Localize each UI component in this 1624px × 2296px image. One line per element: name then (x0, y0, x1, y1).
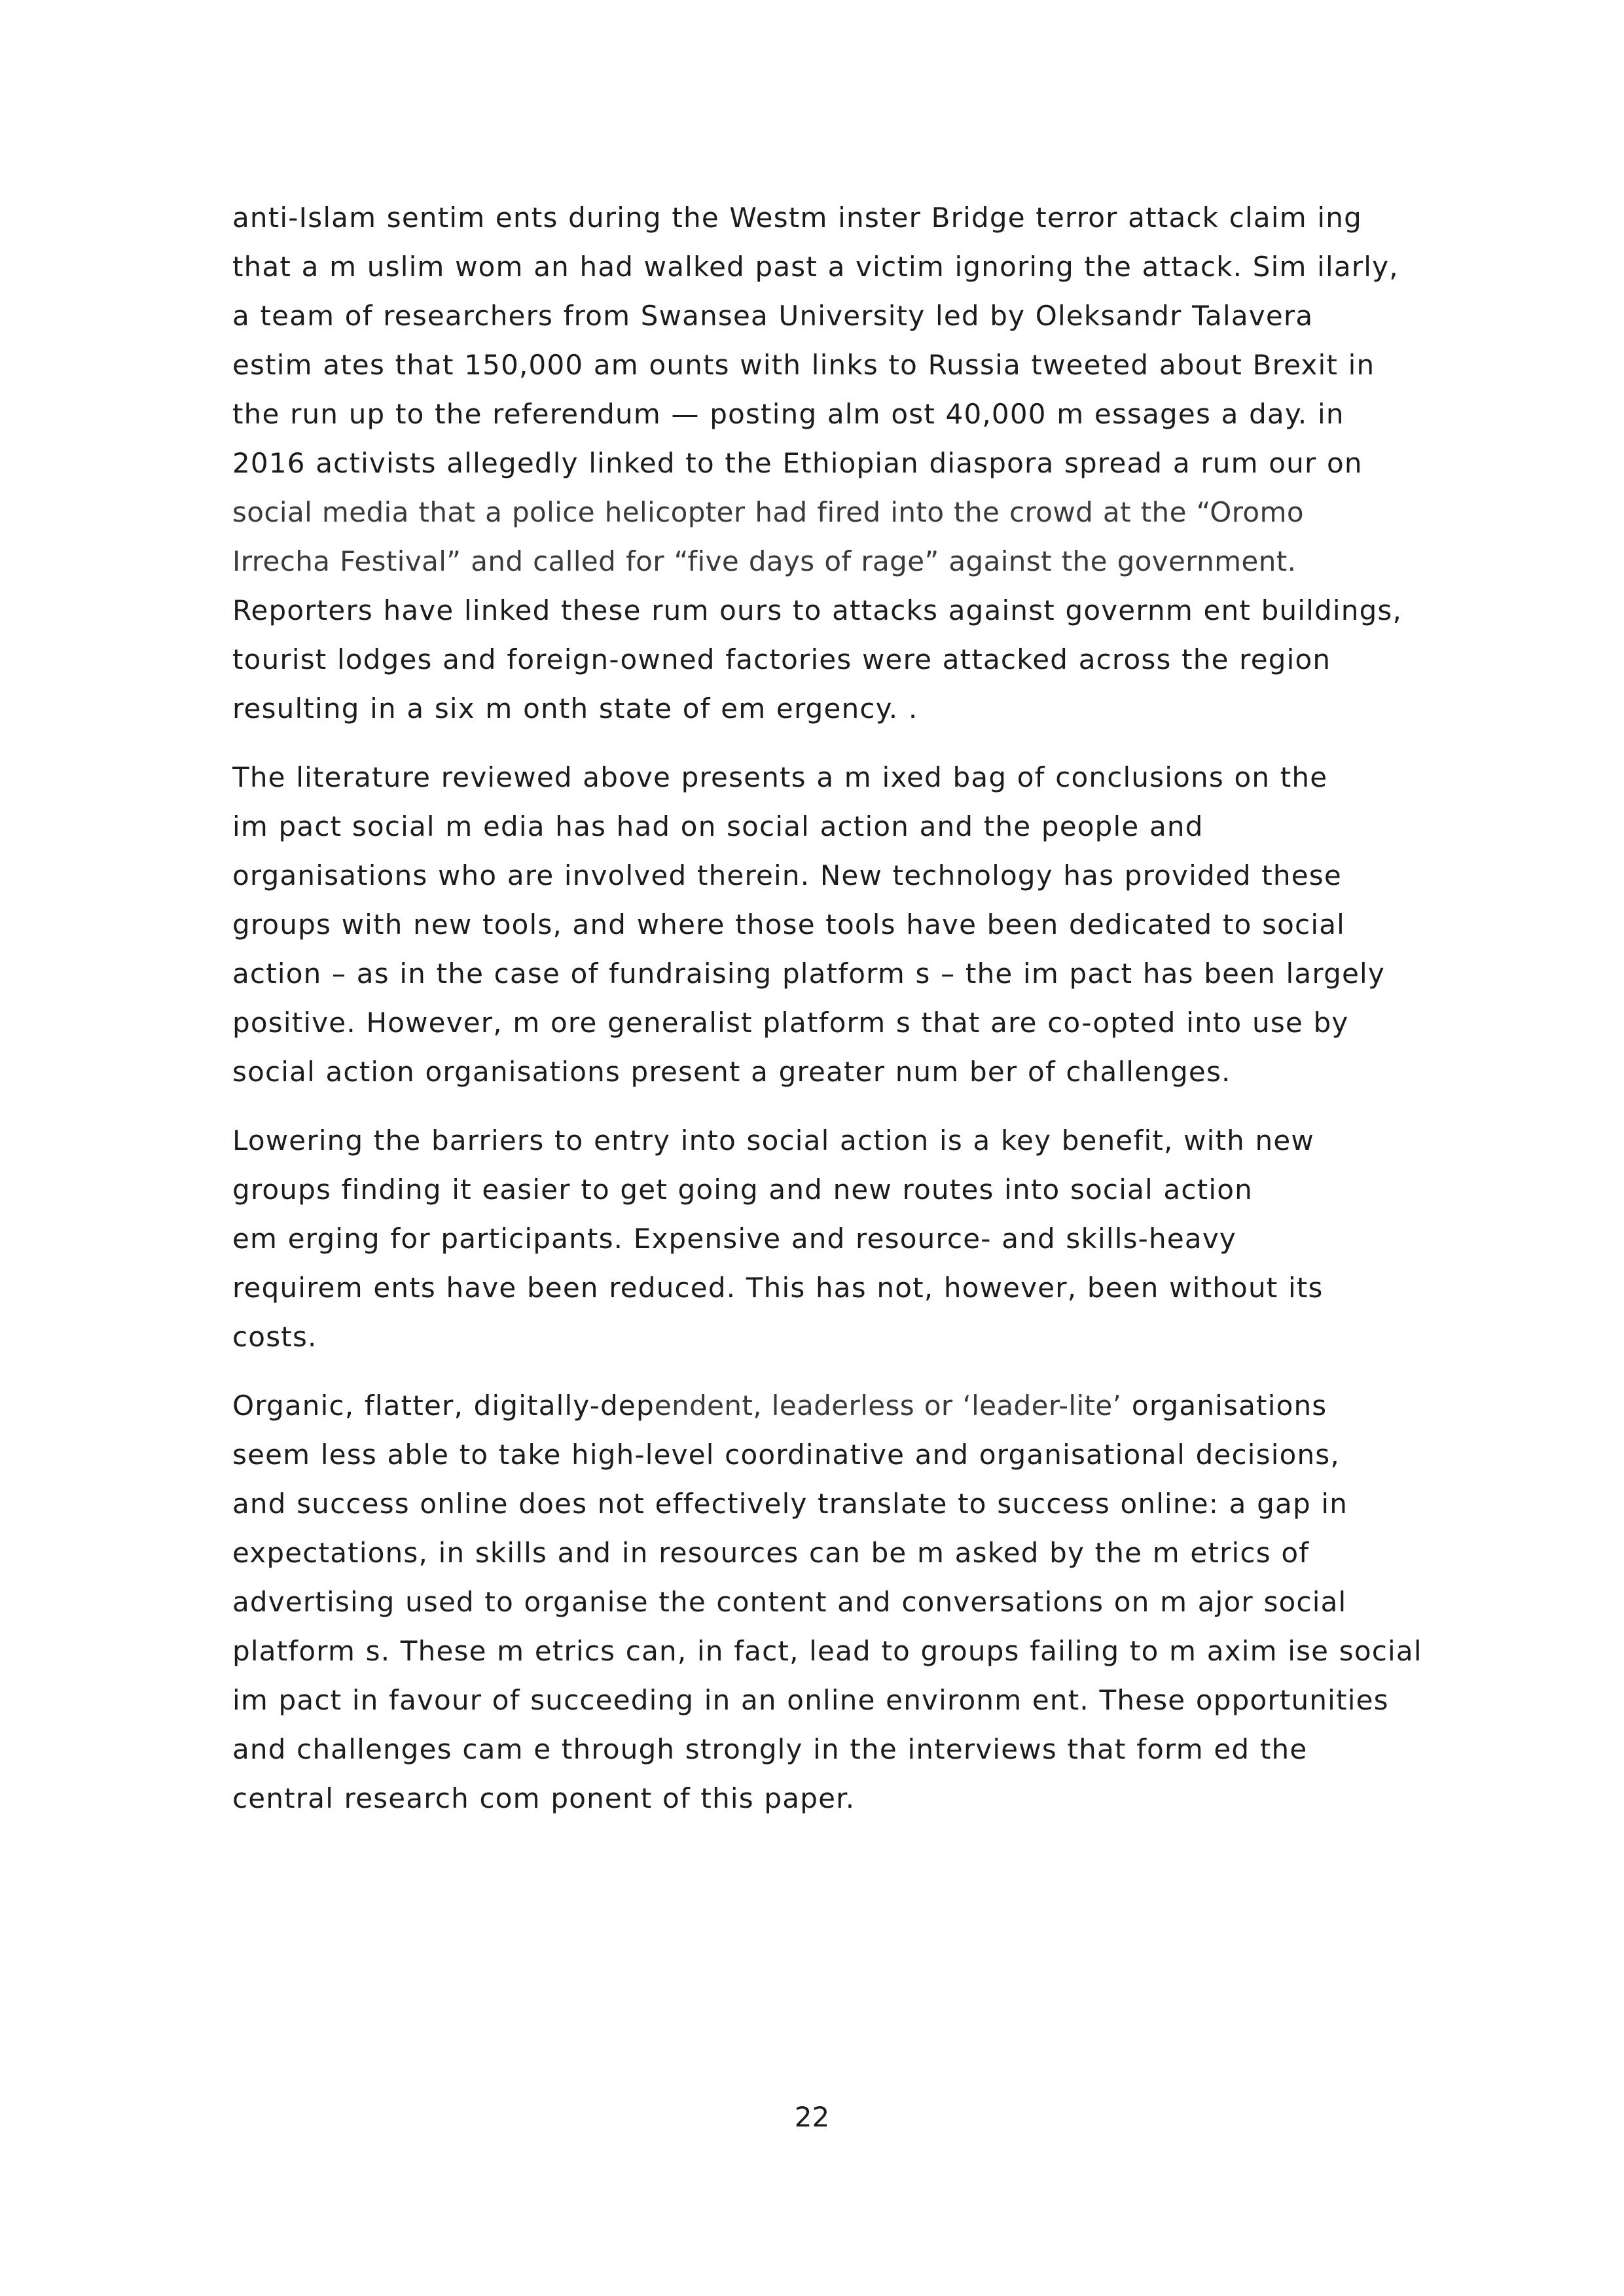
text-line: central research com ponent of this paper. (232, 1782, 856, 1814)
text-line: advertising used to organise the content and conversations on m ajor social (232, 1586, 1347, 1618)
page-number: 22 (794, 2101, 830, 2133)
text-line: The literature reviewed above presents a m ixed bag of conclusions on the (232, 761, 1328, 793)
text-line: groups with new tools, and where those tools have been dedicated to social (232, 908, 1346, 941)
text-line: costs. (232, 1321, 317, 1353)
text-line: expectations, in skills and in resources can be m asked by the m etrics of (232, 1537, 1310, 1569)
body-text (232, 193, 1522, 1842)
text-line: resulting in a six m onth state of em ergency. . (232, 692, 918, 725)
text-line: groups finding it easier to get going and new routes into social action (232, 1174, 1253, 1206)
paragraph-1 (232, 193, 1522, 733)
text-segment: endent, leaderless or ‘leader-lite’ (654, 1390, 1122, 1422)
text-line: a team of researchers from Swansea University led by Oleksandr Talavera (232, 300, 1314, 332)
text-segment: organisations (1121, 1390, 1327, 1422)
paragraph-4 (232, 1381, 1522, 1823)
text-line: action – as in the case of fundraising platform s – the im pact has been largely (232, 958, 1385, 990)
text-line: social action organisations present a greater num ber of challenges. (232, 1056, 1231, 1088)
text-line: im pact in favour of succeeding in an online environm ent. These opportunities (232, 1684, 1389, 1716)
text-line: that a m uslim wom an had walked past a victim ignoring the attack. Sim ilarly, (232, 251, 1399, 283)
text-line: platform s. These m etrics can, in fact, lead to groups failing to m axim ise social (232, 1635, 1422, 1667)
text-line: 2016 activists allegedly linked to the Ethiopian diaspora spread a rum our on (232, 447, 1363, 479)
paragraph-2 (232, 753, 1522, 1096)
text-line: estim ates that 150,000 am ounts with links to Russia tweeted about Brexit in (232, 349, 1375, 381)
text-line: and challenges cam e through strongly in the interviews that form ed the (232, 1733, 1308, 1765)
paragraph-3 (232, 1116, 1522, 1361)
text-segment: Organic, flatter, digitally-dep (232, 1390, 655, 1422)
text-line: im pact social m edia has had on social action and the people and (232, 810, 1204, 842)
text-line: anti-Islam sentim ents during the Westm inster Bridge terror attack claim ing (232, 202, 1362, 234)
text-line: seem less able to take high-level coordinative and organisational decisions, (232, 1439, 1340, 1471)
text-line: organisations who are involved therein. New technology has provided these (232, 859, 1342, 891)
text-line: Lowering the barriers to entry into social action is a key benefit, with new (232, 1124, 1314, 1157)
text-line: Irrecha Festival” and called for “five days of rage” against the government. (232, 545, 1297, 577)
text-line: and success online does not effectively translate to success online: a gap in (232, 1488, 1348, 1520)
text-line: the run up to the referendum — posting alm ost 40,000 m essages a day. in (232, 398, 1344, 430)
text-line (232, 1381, 1522, 1430)
text-line: em erging for participants. Expensive and resource- and skills-heavy (232, 1223, 1236, 1255)
text-line: requirem ents have been reduced. This has not, however, been without its (232, 1272, 1324, 1304)
text-line: Reporters have linked these rum ours to attacks against governm ent buildings, (232, 594, 1403, 626)
text-line: tourist lodges and foreign-owned factories were attacked across the region (232, 643, 1331, 675)
text-line: social media that a police helicopter had fired into the crowd at the “Oromo (232, 496, 1304, 528)
text-line: positive. However, m ore generalist platform s that are co-opted into use by (232, 1007, 1349, 1039)
